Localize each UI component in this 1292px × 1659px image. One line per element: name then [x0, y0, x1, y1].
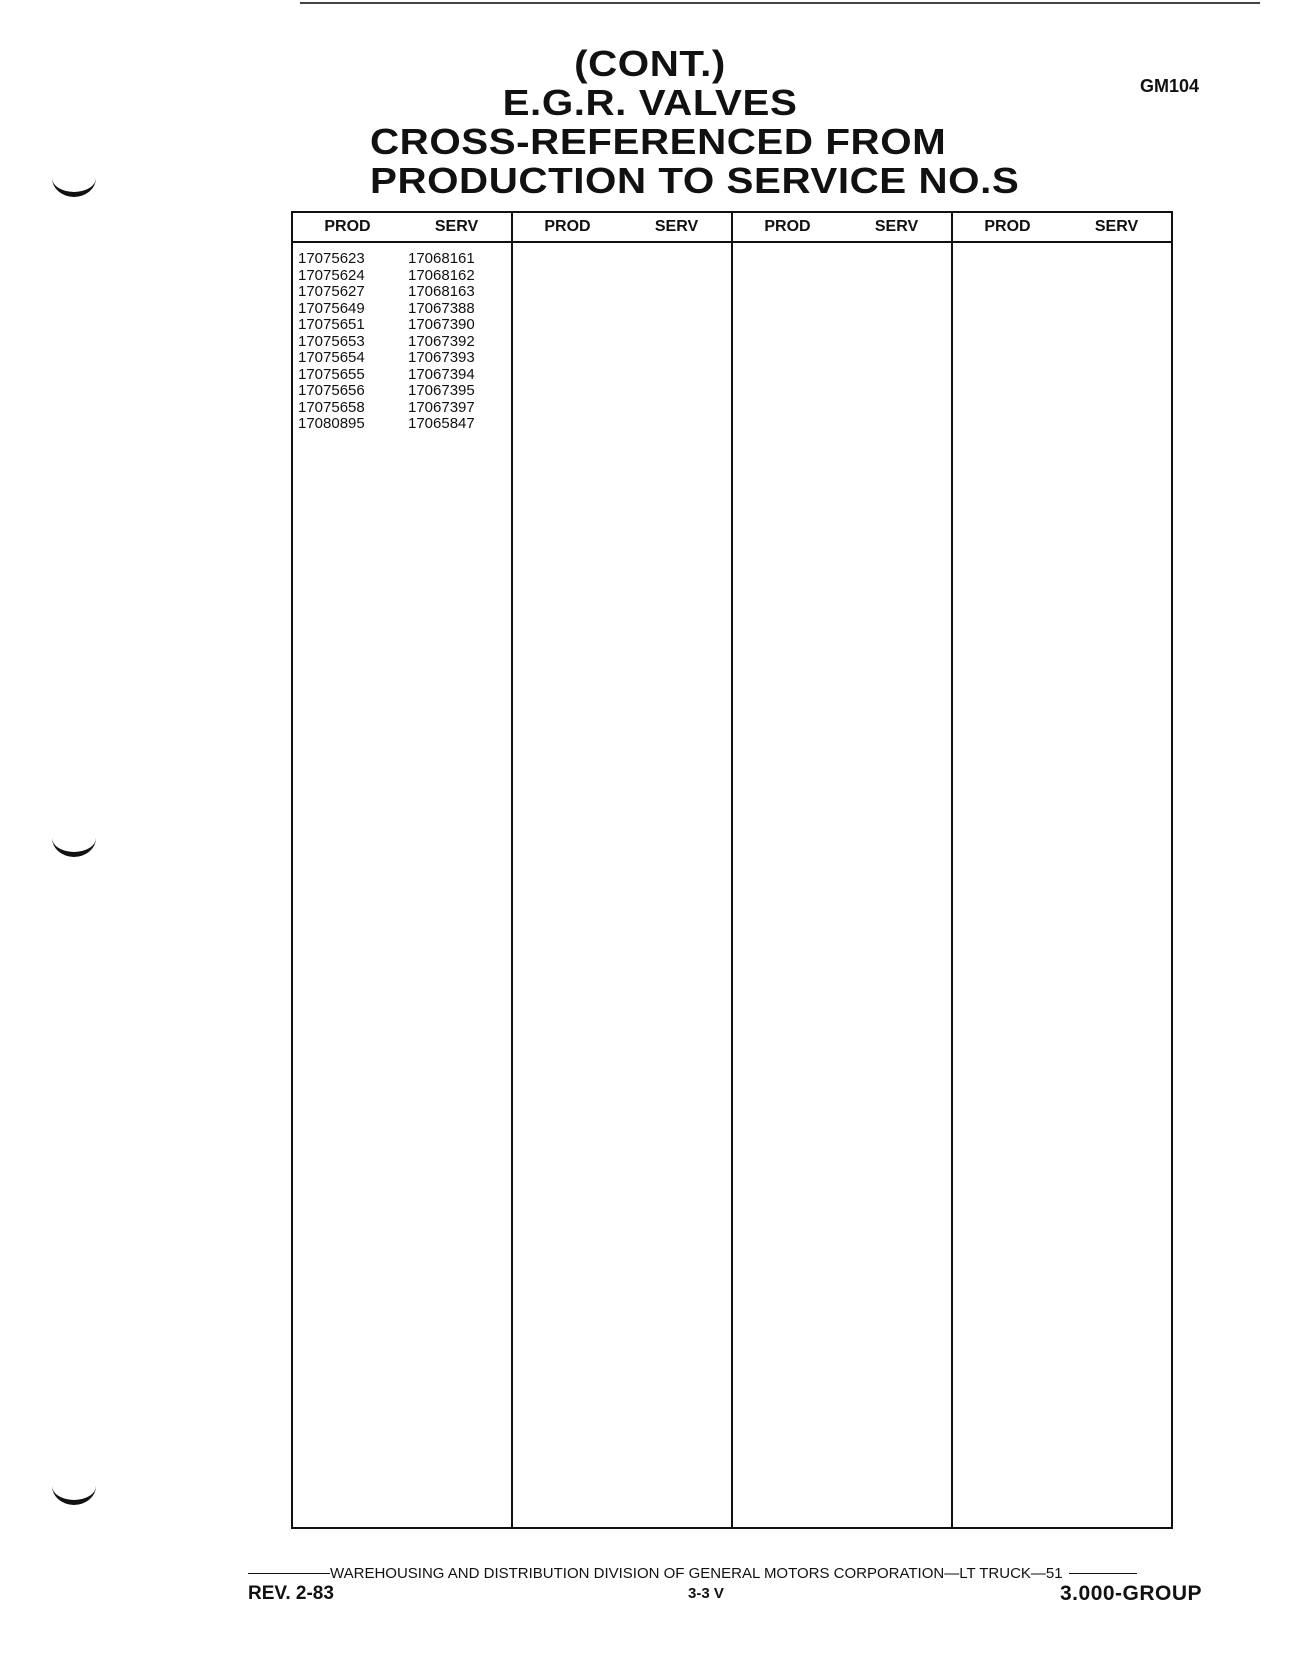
title-line: (CONT.) [574, 43, 726, 84]
cross-reference-table [291, 211, 1173, 1529]
footer-rule [248, 1573, 330, 1574]
prod-number: 17075627 [298, 283, 365, 300]
serv-number: 17065847 [408, 415, 475, 432]
column-header [733, 213, 951, 243]
prod-header: PROD [324, 218, 371, 235]
serv-number: 17067395 [408, 382, 475, 399]
binder-hole-mark [52, 838, 96, 857]
page-number: 3-3 V [688, 1585, 724, 1602]
footer-rule [1069, 1573, 1137, 1574]
table-row [293, 317, 511, 334]
serv-number: 17067392 [408, 332, 475, 350]
table-row [293, 251, 511, 268]
serv-number: 17067393 [408, 349, 475, 366]
table-rows [293, 243, 511, 433]
table-row [293, 334, 511, 351]
binder-hole-mark [52, 178, 96, 197]
serv-number: 17068163 [408, 283, 475, 300]
form-code: GM104 [1140, 76, 1200, 96]
table-column [293, 213, 513, 1527]
prod-number: 17075655 [298, 365, 365, 383]
title-line: E.G.R. VALVES [502, 82, 798, 123]
column-header [293, 213, 511, 243]
serv-number: 17068162 [408, 266, 475, 284]
footer-division-text: WAREHOUSING AND DISTRIBUTION DIVISION OF GENERAL MOTORS CORPORATION—LT TRUCK—51 [330, 1565, 1063, 1582]
table-column [733, 213, 953, 1527]
prod-number: 17075658 [298, 398, 365, 416]
serv-number: 17067390 [408, 316, 475, 333]
prod-number: 17075656 [298, 382, 365, 399]
column-header [953, 213, 1171, 243]
prod-number: 17075649 [298, 299, 365, 317]
prod-number: 17075651 [298, 316, 365, 333]
top-rule [300, 2, 1260, 4]
prod-number: 17075623 [298, 250, 365, 267]
serv-header: SERV [1094, 218, 1139, 235]
table-row [293, 383, 511, 400]
table-row [293, 301, 511, 318]
column-header [513, 213, 731, 243]
prod-number: 17080895 [298, 415, 365, 432]
table-row [293, 284, 511, 301]
table-row [293, 268, 511, 285]
prod-number: 17075624 [298, 266, 365, 284]
group-label: 3.000-GROUP [1060, 1582, 1203, 1605]
table-row [293, 367, 511, 384]
serv-number: 17068161 [408, 250, 475, 267]
serv-number: 17067388 [408, 299, 475, 317]
footer-division-line [248, 1565, 1208, 1582]
prod-number: 17075654 [298, 349, 365, 366]
prod-header: PROD [764, 218, 811, 235]
title-line: PRODUCTION TO SERVICE NO.S [370, 160, 1020, 201]
serv-header: SERV [434, 218, 479, 235]
table-row [293, 350, 511, 367]
page-title [370, 43, 1020, 201]
table-column [513, 213, 733, 1527]
prod-number: 17075653 [298, 332, 365, 350]
serv-number: 17067397 [408, 398, 475, 416]
table-row [293, 416, 511, 433]
title-line: CROSS-REFERENCED FROM [370, 121, 947, 162]
revision-label: REV. 2-83 [248, 1583, 334, 1604]
table-column [953, 213, 1171, 1527]
prod-header: PROD [544, 218, 591, 235]
serv-number: 17067394 [408, 365, 475, 383]
serv-header: SERV [654, 218, 699, 235]
binder-hole-mark [52, 1486, 96, 1505]
table-row [293, 400, 511, 417]
prod-header: PROD [984, 218, 1031, 235]
serv-header: SERV [874, 218, 919, 235]
